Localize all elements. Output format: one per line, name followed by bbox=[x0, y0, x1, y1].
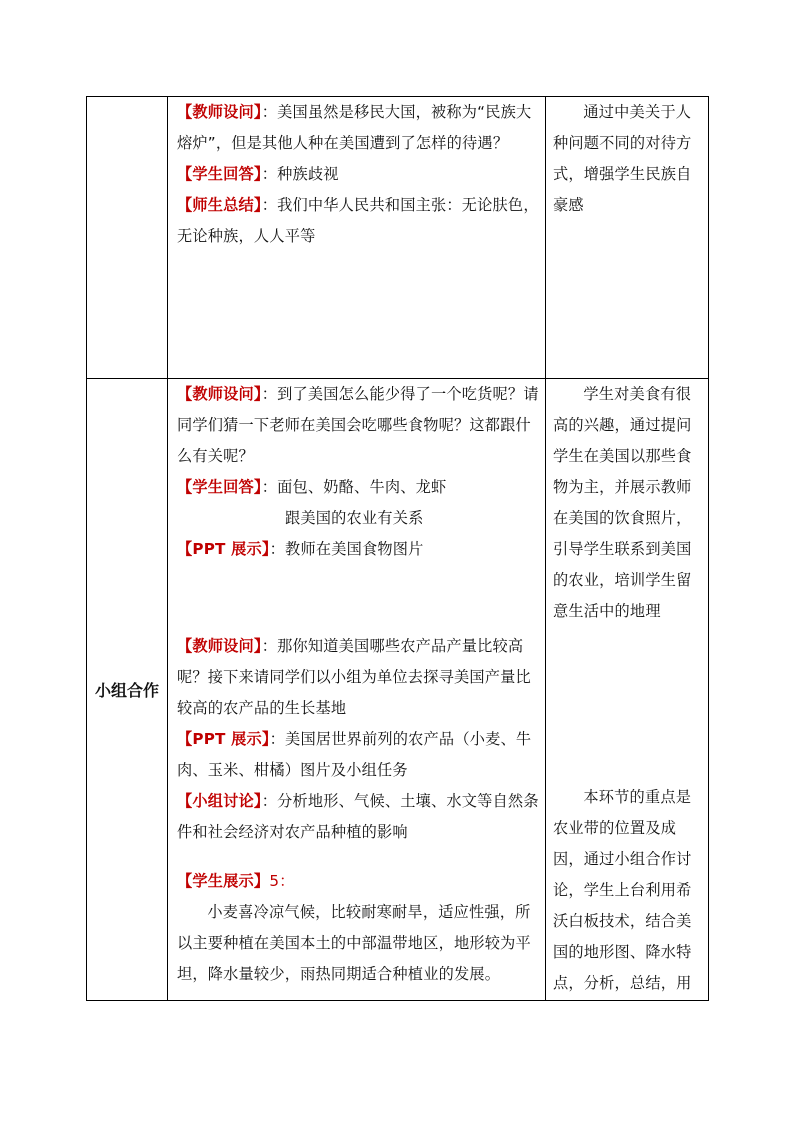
design-intent-text: 学生对美食有很高的兴趣，通过提问学生在美国以那些食物为主，并展示教师在美国的饮食照片，引导学生联系到美国的农业，培训学生留意生活中的地理 bbox=[553, 385, 692, 620]
student-answer-tag: 【学生回答】 bbox=[177, 165, 262, 183]
ppt-display-tag: 【PPT 展示】 bbox=[177, 540, 270, 558]
group-discussion-text: ：分析地形、气候、土壤、水文等自然条件和社会经济对农产品种植的影响 bbox=[177, 792, 539, 841]
design-intent-text: 通过中美关于人种问题不同的对待方式，增强学生民族自豪感 bbox=[553, 103, 692, 214]
group-discussion bbox=[177, 786, 539, 848]
student-answer bbox=[177, 472, 539, 503]
student-answer-tag: 【学生回答】 bbox=[177, 478, 262, 496]
student-answer-follow: 跟美国的农业有关系 bbox=[285, 509, 424, 527]
teacher-question bbox=[177, 379, 539, 472]
student-presentation-number: 5： bbox=[269, 872, 295, 890]
group-discussion-tag: 【小组讨论】 bbox=[177, 792, 262, 810]
activity-cell bbox=[168, 379, 546, 1001]
teacher-question bbox=[177, 631, 539, 724]
teacher-question-tag: 【教师设问】 bbox=[177, 385, 262, 403]
intent-cell bbox=[546, 97, 709, 379]
summary bbox=[177, 190, 539, 252]
student-presentation-tag: 【学生展示】 bbox=[177, 872, 270, 890]
student-presentation bbox=[177, 866, 539, 897]
ppt-display-text: ：美国居世界前列的农产品（小麦、牛肉、玉米、柑橘）图片及小组任务 bbox=[177, 730, 532, 779]
ppt-display bbox=[177, 534, 539, 565]
ppt-display-text: ：教师在美国食物图片 bbox=[269, 540, 424, 558]
design-intent-text: 本环节的重点是农业带的位置及成因，通过小组合作讨论，学生上台利用希沃白板技术，结合美国的地形图、降水特点，分析，总结，用 bbox=[553, 788, 692, 992]
summary-text: ：我们中华人民共和国主张：无论肤色，无论种族，人人平等 bbox=[177, 196, 539, 245]
teacher-question-tag: 【教师设问】 bbox=[177, 637, 262, 655]
teacher-question-text: ：美国虽然是移民大国，被称为“民族大熔炉”，但是其他人种在美国遭到了怎样的待遇？ bbox=[177, 103, 532, 152]
teacher-question-text: ：那你知道美国哪些农产品产量比较高呢？接下来请同学们以小组为单位去探寻美国产量比较高的农产品的生长基地 bbox=[177, 637, 531, 717]
teacher-question-text: ：到了美国怎么能少得了一个吃货呢？请同学们猜一下老师在美国会吃哪些食物呢？这都跟什么有关呢？ bbox=[177, 385, 539, 465]
teacher-question bbox=[177, 97, 539, 159]
ppt-display-tag: 【PPT 展示】 bbox=[177, 730, 270, 748]
lesson-plan-table bbox=[86, 96, 709, 1001]
stage-label-cell bbox=[87, 97, 168, 379]
table-row bbox=[87, 97, 709, 379]
intent-cell bbox=[546, 379, 709, 1001]
teacher-question-tag: 【教师设问】 bbox=[177, 103, 262, 121]
student-presentation-text: 小麦喜冷凉气候，比较耐寒耐旱，适应性强，所以主要种植在美国本土的中部温带地区，地形较为平坦，降水量较少，雨热同期适合种植业的发展。 bbox=[177, 903, 531, 983]
stage-label-cell: 小组合作 bbox=[87, 379, 168, 1001]
table-row bbox=[87, 379, 709, 1001]
ppt-display bbox=[177, 724, 539, 786]
student-answer-text: ：面包、奶酪、牛肉、龙虾 bbox=[261, 478, 447, 496]
activity-cell bbox=[168, 97, 546, 379]
summary-tag: 【师生总结】 bbox=[177, 196, 262, 214]
student-answer bbox=[177, 159, 539, 190]
student-answer-text: ：种族歧视 bbox=[261, 165, 339, 183]
